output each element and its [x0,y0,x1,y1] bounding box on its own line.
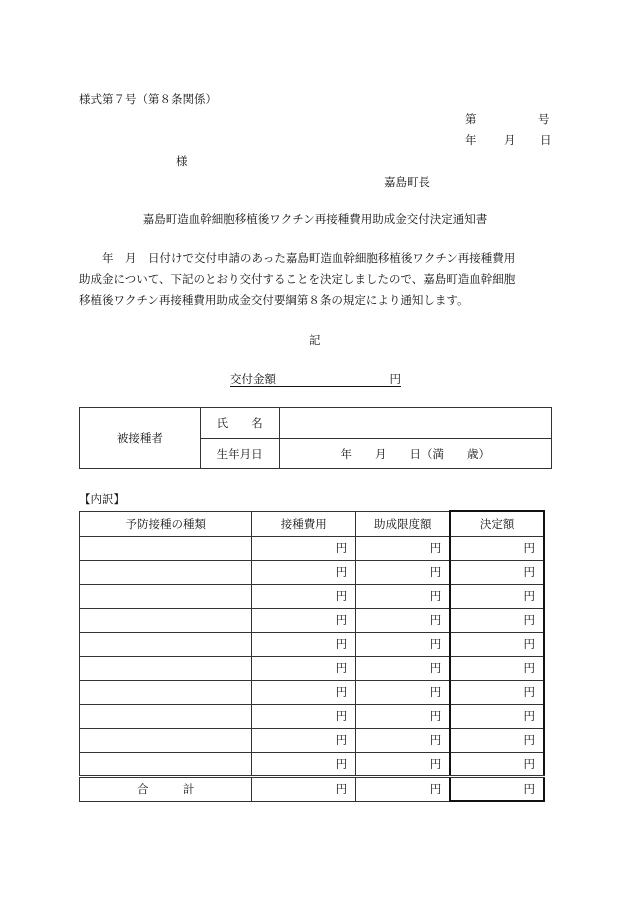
cost-cell: 円 [252,560,356,584]
person-group-label: 被接種者 [80,408,201,469]
limit-cell: 円 [356,656,451,680]
grant-amount-line [230,371,401,387]
vaccine-type-cell [80,680,252,704]
total-row [80,776,545,801]
doc-number-go: 号 [538,112,550,126]
header-decided: 決定額 [450,511,544,536]
vaccine-type-cell [80,752,252,776]
cost-cell: 円 [252,656,356,680]
ki-label: 記 [309,333,321,347]
table-row [80,536,545,560]
vaccine-type-cell [80,728,252,752]
decided-cell: 円 [450,584,544,608]
decided-cell: 円 [450,680,544,704]
breakdown-heading: 【内訳】 [79,492,125,506]
limit-cell: 円 [356,584,451,608]
birth-value: 年 月 日（満 歳） [279,439,551,469]
vaccine-type-cell [80,536,252,560]
decided-cell: 円 [450,656,544,680]
total-cost: 円 [252,776,356,801]
body-paragraph [79,248,554,311]
cost-cell: 円 [252,632,356,656]
decided-cell: 円 [450,632,544,656]
limit-cell: 円 [356,704,451,728]
person-table [79,407,552,469]
table-row [80,728,545,752]
body-line-2: 助成金について、下記のとおり交付することを決定しましたので、嘉島町造血幹細胞 [79,272,516,286]
decided-cell: 円 [450,752,544,776]
date-month: 月 [504,133,516,147]
breakdown-table [79,510,545,802]
date-day: 日 [540,133,552,147]
limit-cell: 円 [356,536,451,560]
total-label: 合 計 [80,776,252,801]
grant-amount-unit: 円 [389,372,401,386]
name-label: 氏 名 [200,408,279,439]
table-row [80,680,545,704]
cost-cell: 円 [252,536,356,560]
breakdown-header-row [80,511,545,536]
decided-cell: 円 [450,608,544,632]
table-row [80,560,545,584]
total-decided: 円 [450,776,544,801]
limit-cell: 円 [356,728,451,752]
limit-cell: 円 [356,608,451,632]
body-line-3: 移植後ワクチン再接種費用助成金交付要綱第８条の規定により通知します。 [79,293,469,307]
header-vaccine-type: 予防接種の種類 [80,511,252,536]
vaccine-type-cell [80,656,252,680]
header-limit: 助成限度額 [356,511,451,536]
birth-label: 生年月日 [200,439,279,469]
doc-number-dai: 第 [465,112,477,126]
cost-cell: 円 [252,704,356,728]
cost-cell: 円 [252,584,356,608]
total-limit: 円 [356,776,451,801]
vaccine-type-cell [80,560,252,584]
table-row [80,632,545,656]
issuer: 嘉島町長 [384,175,430,189]
recipient-suffix: 様 [176,154,188,168]
decided-cell: 円 [450,536,544,560]
date-year: 年 [465,133,477,147]
vaccine-type-cell [80,704,252,728]
cost-cell: 円 [252,728,356,752]
cost-cell: 円 [252,752,356,776]
table-row [80,608,545,632]
vaccine-type-cell [80,632,252,656]
table-row [80,584,545,608]
body-line-1: 年 月 日付けで交付申請のあった嘉島町造血幹細胞移植後ワクチン再接種費用 [102,251,516,265]
decided-cell: 円 [450,560,544,584]
header-cost: 接種費用 [252,511,356,536]
form-number-label: 様式第７号（第８条関係） [79,92,217,106]
limit-cell: 円 [356,752,451,776]
name-value [279,408,551,439]
decided-cell: 円 [450,704,544,728]
vaccine-type-cell [80,584,252,608]
limit-cell: 円 [356,680,451,704]
cost-cell: 円 [252,680,356,704]
vaccine-type-cell [80,608,252,632]
limit-cell: 円 [356,560,451,584]
table-row [80,656,545,680]
cost-cell: 円 [252,608,356,632]
limit-cell: 円 [356,632,451,656]
decided-cell: 円 [450,728,544,752]
table-row [80,752,545,776]
table-row [80,704,545,728]
document-title: 嘉島町造血幹細胞移植後ワクチン再接種費用助成金交付決定通知書 [142,212,488,226]
grant-amount-label: 交付金額 [230,372,276,386]
